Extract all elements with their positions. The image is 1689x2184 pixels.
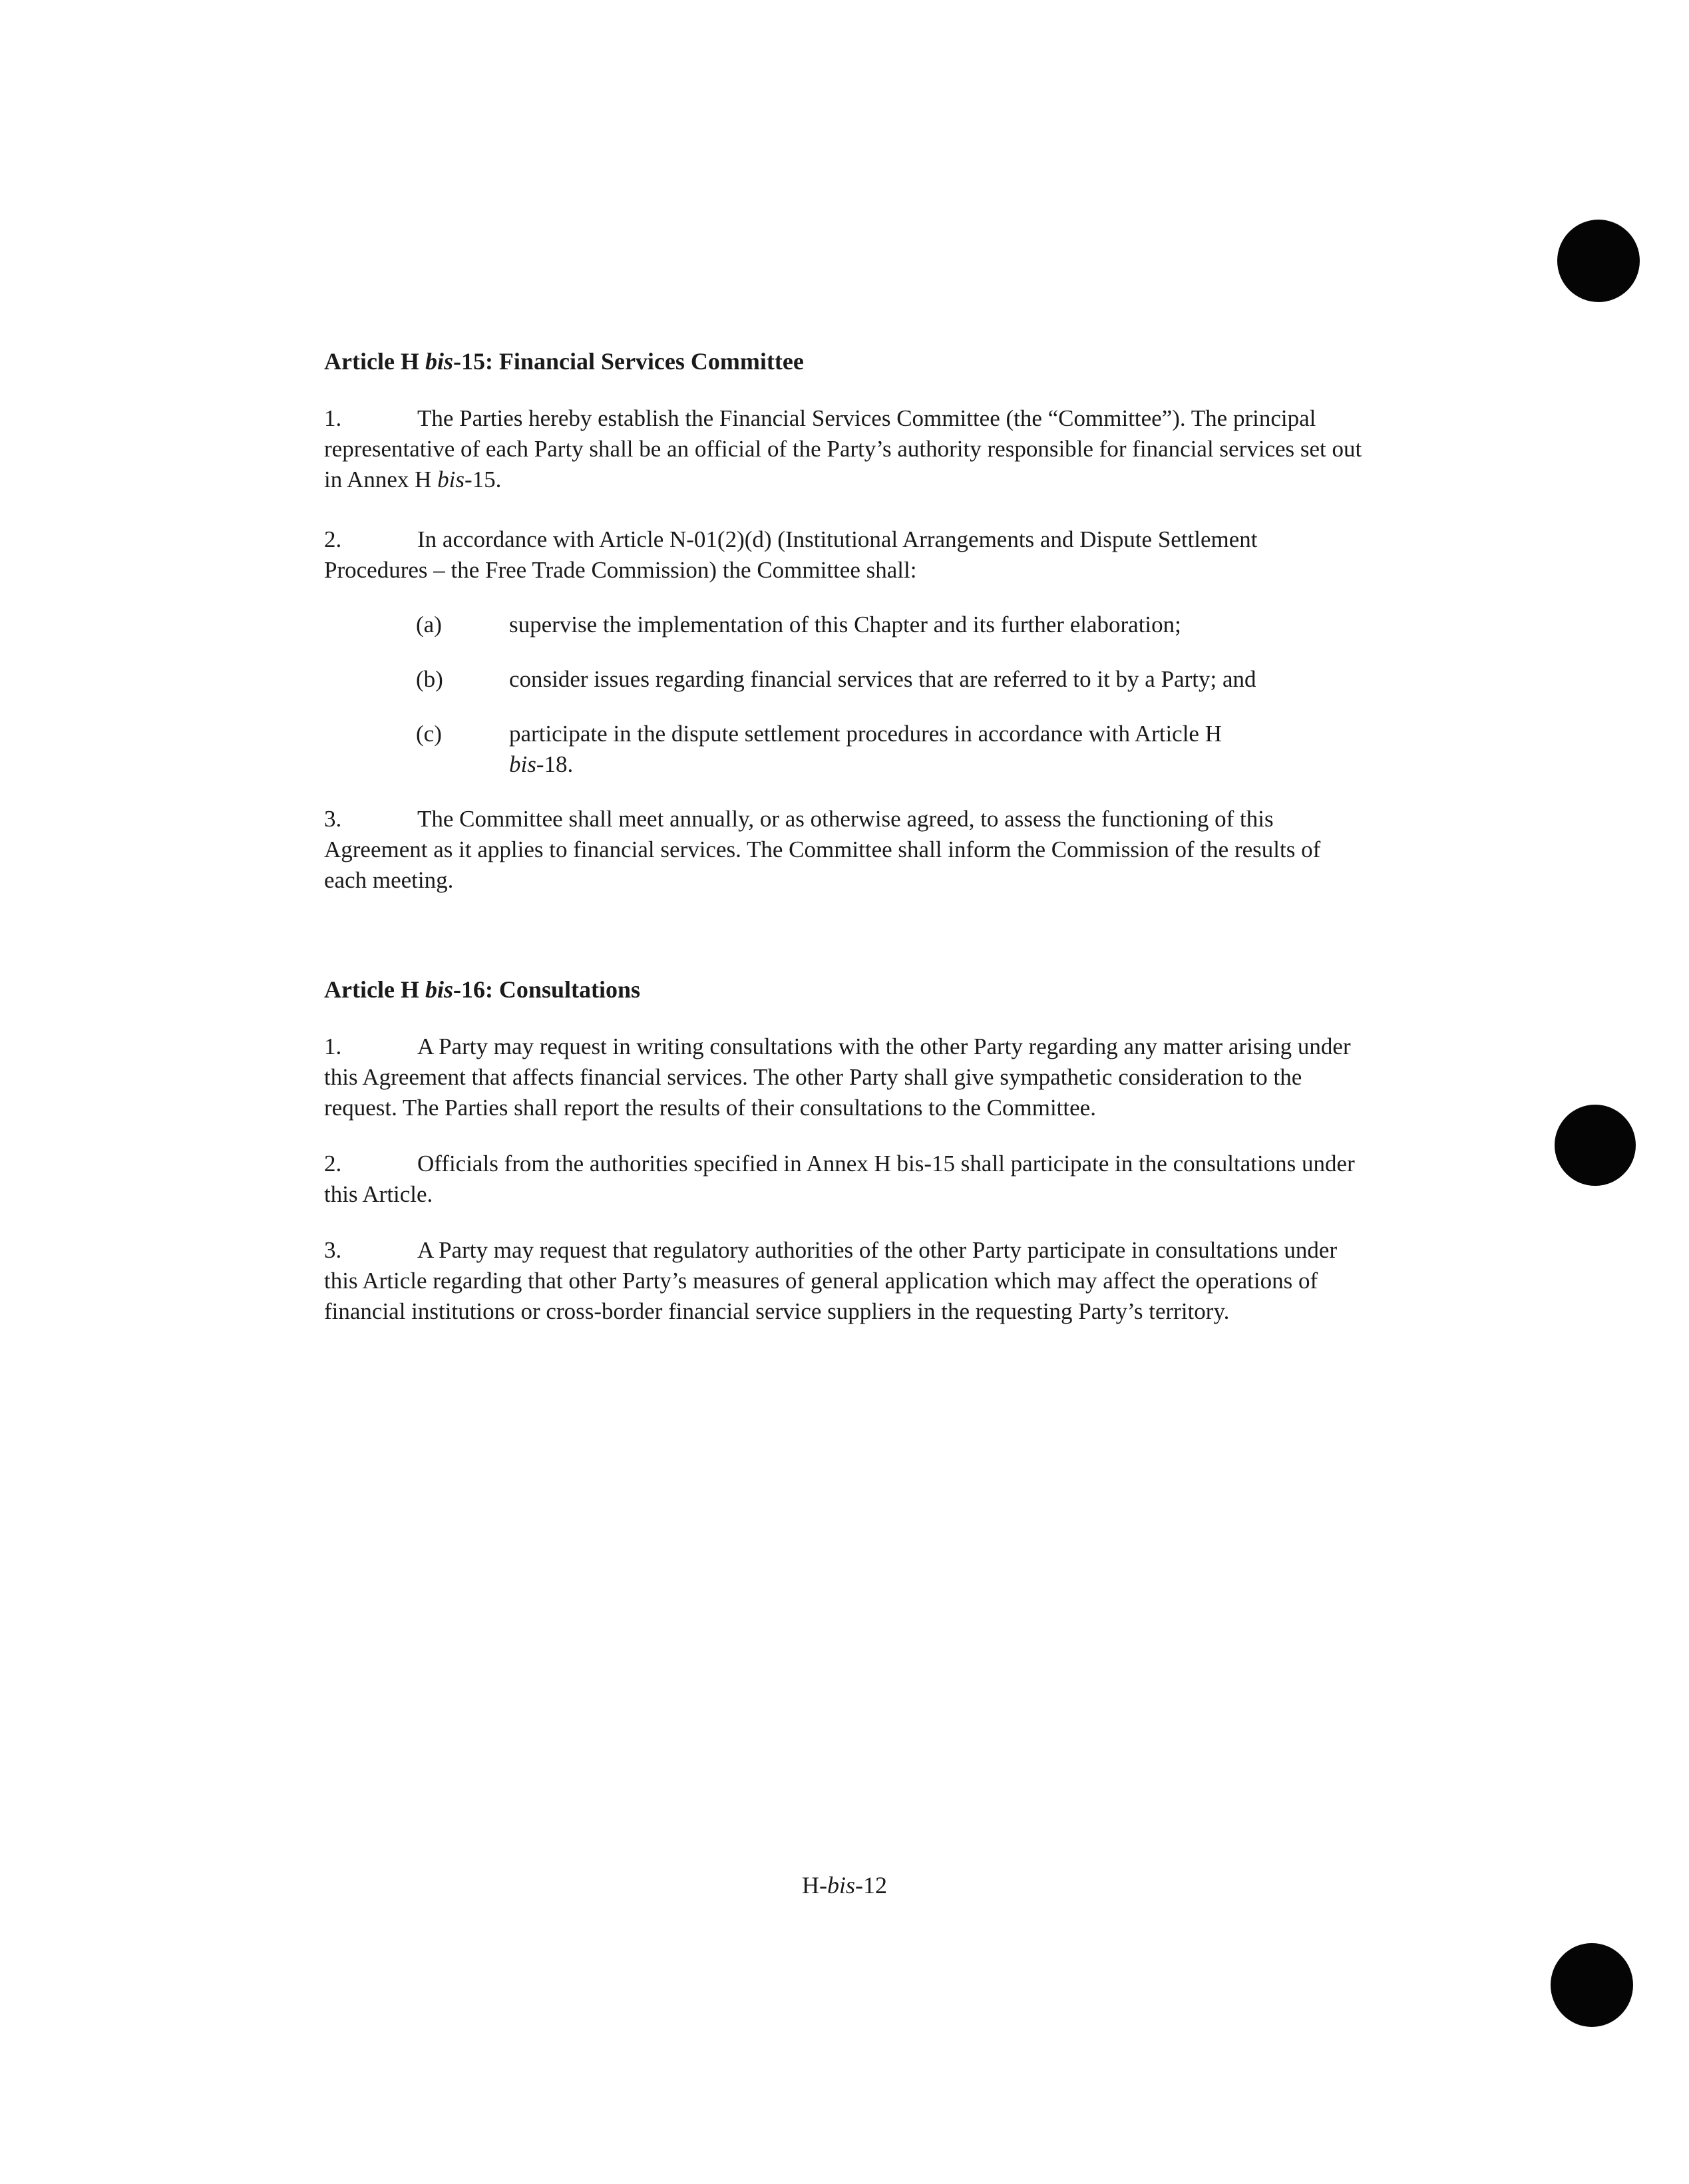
article-15-subitem-c: (c) participate in the dispute settlement procedures in accordance with Article H bis-18.: [416, 721, 1222, 777]
article-15-paragraph-2: 2. In accordance with Article N-01(2)(d) (Institutional Arrangements and Dispute Settlement Procedures – the Free Trade Commission) the Committee shall:: [324, 526, 1258, 583]
punch-hole-top: [1557, 220, 1640, 302]
article-15-subitem-b: (b) consider issues regarding financial services that are referred to it by a Party; and: [416, 666, 1256, 692]
article-16-paragraph-1: 1. A Party may request in writing consultations with the other Party regarding any matter arising under this Agreement that affects financial services. The other Party shall give sympathetic consideration to the request. The Parties shall report the results of their consultations to the Committee.: [324, 1033, 1351, 1121]
article-16-paragraph-2: 2. Officials from the authorities specified in Annex H bis-15 shall participate in the consultations under this Article.: [324, 1151, 1355, 1207]
article-15-paragraph-3: 3. The Committee shall meet annually, or as otherwise agreed, to assess the functioning of this Agreement as it applies to financial services. The Committee shall inform the Commission of the results of each meeting.: [324, 806, 1321, 893]
document-body: [324, 346, 1362, 1327]
article-15-subitem-a: (a) supervise the implementation of this Chapter and its further elaboration;: [416, 612, 1181, 637]
page-number: H-bis-12: [801, 1872, 887, 1899]
article-16-heading: Article H bis-16: Consultations: [324, 976, 640, 1003]
article-15-paragraph-1: 1. The Parties hereby establish the Financial Services Committee (the “Committee”). The principal representative of each Party shall be an official of the Party’s authority responsible for financial services set out in Annex H bis-15.: [324, 405, 1362, 492]
article-16-paragraph-3: 3. A Party may request that regulatory authorities of the other Party participate in consultations under this Article regarding that other Party’s measures of general application which may affect the operations of financial institutions or cross-border financial service suppliers in the requesting Party’s territory.: [324, 1237, 1338, 1324]
article-15-heading: Article H bis-15: Financial Services Committee: [324, 348, 804, 375]
punch-hole-bottom: [1551, 1943, 1633, 2027]
punch-hole-middle: [1555, 1105, 1636, 1186]
